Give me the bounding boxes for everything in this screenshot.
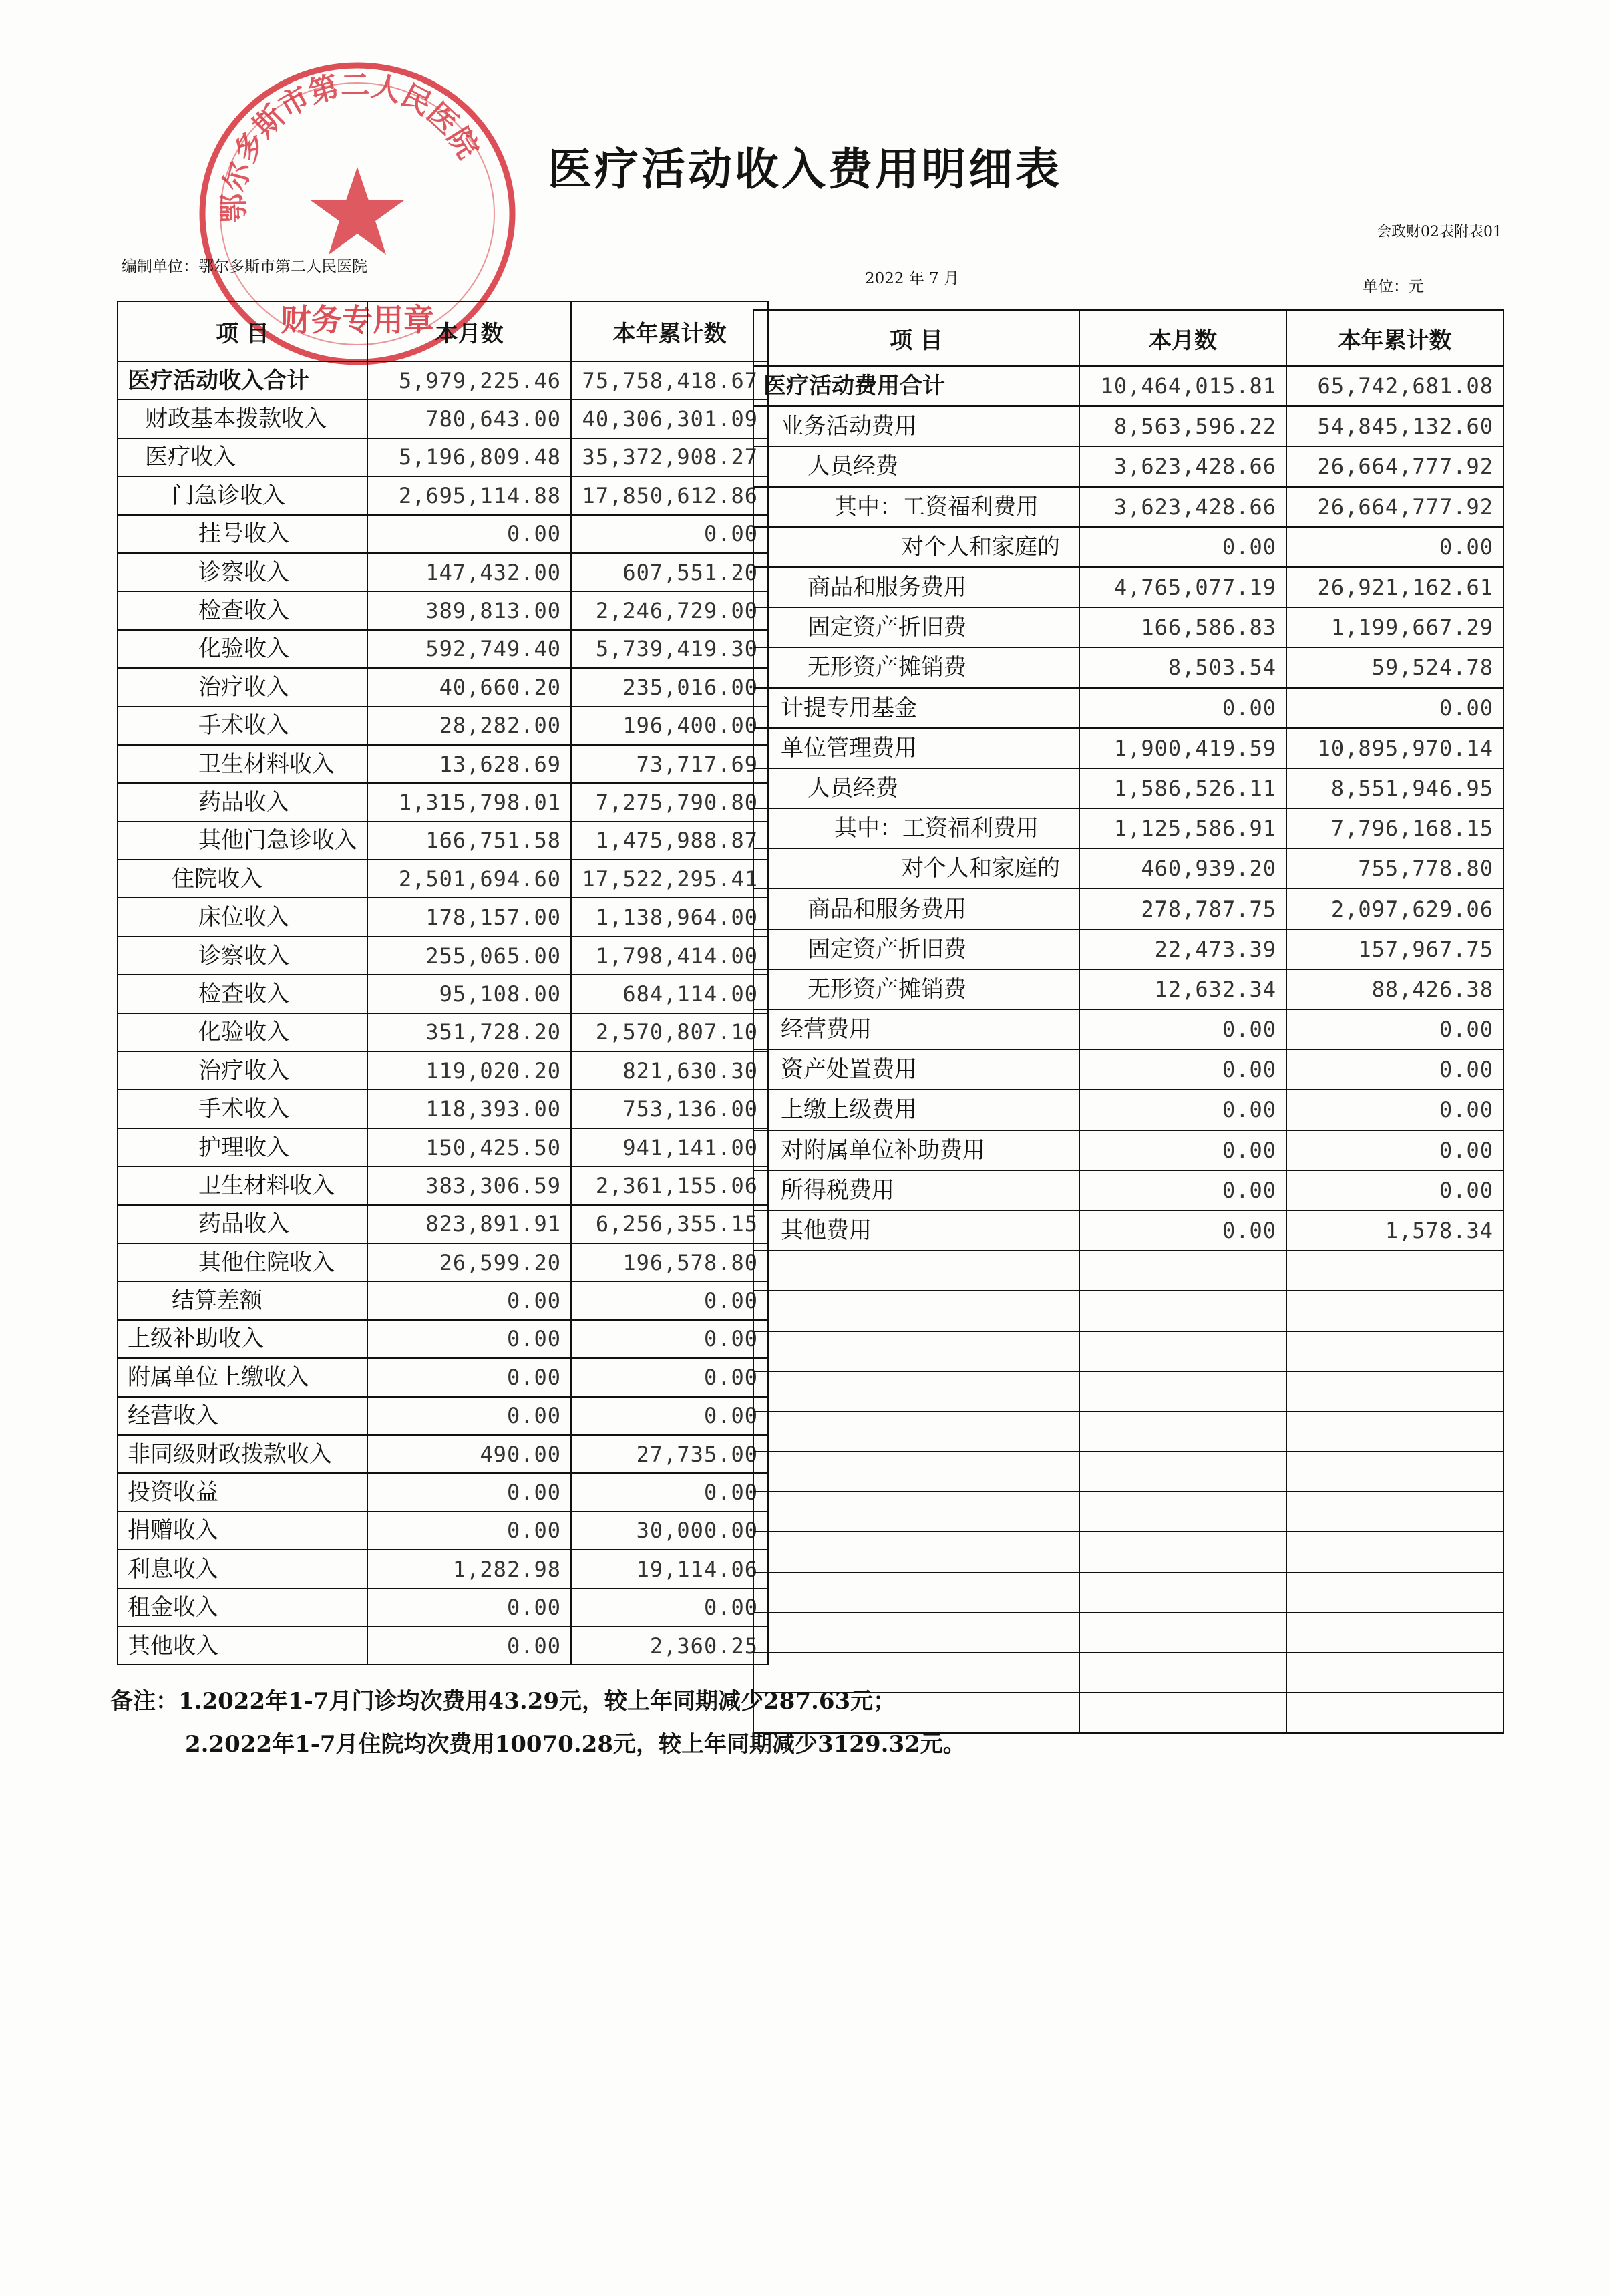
- expense-item-name: 对个人和家庭的: [753, 848, 1079, 888]
- expense-row: [753, 688, 1503, 728]
- expense-item-name: 无形资产摊销费: [753, 647, 1079, 687]
- income-month-value: 119,020.20: [367, 1051, 571, 1090]
- income-item-header: 项 目: [118, 301, 367, 361]
- income-month-value: 351,728.20: [367, 1013, 571, 1051]
- income-table: [117, 301, 769, 1665]
- income-ytd-value: 1,138,964.00: [571, 898, 768, 936]
- income-month-value: 1,315,798.01: [367, 783, 571, 821]
- income-row: [118, 1435, 768, 1473]
- expense-month-value: 3,623,428.66: [1079, 487, 1286, 527]
- income-month-value: 823,891.91: [367, 1205, 571, 1243]
- income-item-name: 投资收益: [118, 1473, 367, 1511]
- income-row: [118, 1090, 768, 1128]
- income-ytd-value: 35,372,908.27: [571, 438, 768, 476]
- expense-month-value: 0.00: [1079, 1009, 1286, 1049]
- income-month-value: 40,660.20: [367, 668, 571, 706]
- expense-row: [753, 1009, 1503, 1049]
- income-item-name: 非同级财政拨款收入: [118, 1435, 367, 1473]
- expense-item-name: 其中：工资福利费用: [753, 487, 1079, 527]
- expense-ytd-value: 1,578.34: [1286, 1210, 1503, 1251]
- expense-month-value: 278,787.75: [1079, 888, 1286, 929]
- expense-item-name: [753, 1331, 1079, 1371]
- income-item-name: 诊察收入: [118, 553, 367, 591]
- income-ytd-value: 75,758,418.67: [571, 361, 768, 399]
- seal-star-icon: [311, 167, 404, 255]
- expense-month-header: 本月数: [1079, 310, 1286, 366]
- note-line-2: 2.2022年1-7月住院均次费用10070.28元，较上年同期减少3129.32元。: [185, 1731, 966, 1758]
- expense-row: [753, 607, 1503, 647]
- income-month-value: 0.00: [367, 1320, 571, 1358]
- income-ytd-value: 0.00: [571, 515, 768, 553]
- income-ytd-value: 196,578.80: [571, 1243, 768, 1281]
- income-row: [118, 1589, 768, 1627]
- income-month-value: 5,196,809.48: [367, 438, 571, 476]
- income-item-name: 经营收入: [118, 1397, 367, 1435]
- expense-ytd-value: 1,199,667.29: [1286, 607, 1503, 647]
- expense-month-value: 10,464,015.81: [1079, 366, 1286, 406]
- expense-ytd-value: [1286, 1532, 1503, 1572]
- expense-ytd-value: 755,778.80: [1286, 848, 1503, 888]
- income-ytd-value: 0.00: [571, 1281, 768, 1319]
- expense-ytd-value: 0.00: [1286, 527, 1503, 567]
- expense-ytd-value: [1286, 1573, 1503, 1613]
- expense-item-name: 其他费用: [753, 1210, 1079, 1251]
- expense-month-value: 8,563,596.22: [1079, 406, 1286, 446]
- expense-row: [753, 1492, 1503, 1532]
- expense-ytd-value: 26,664,777.92: [1286, 446, 1503, 486]
- income-row: [118, 1512, 768, 1550]
- income-month-value: 0.00: [367, 1473, 571, 1511]
- income-ytd-value: 27,735.00: [571, 1435, 768, 1473]
- expense-month-value: [1079, 1492, 1286, 1532]
- expense-month-value: 0.00: [1079, 527, 1286, 567]
- expense-item-header: 项 目: [753, 310, 1079, 366]
- income-row: [118, 1281, 768, 1319]
- expense-row: [753, 848, 1503, 888]
- income-item-name: 药品收入: [118, 1205, 367, 1243]
- expense-row: [753, 446, 1503, 486]
- expense-item-name: 人员经费: [753, 768, 1079, 808]
- income-item-name: 附属单位上缴收入: [118, 1358, 367, 1396]
- income-row: [118, 630, 768, 668]
- income-ytd-value: 1,475,988.87: [571, 822, 768, 860]
- expense-ytd-value: [1286, 1492, 1503, 1532]
- income-month-value: 0.00: [367, 1281, 571, 1319]
- income-row: [118, 1397, 768, 1435]
- income-row: [118, 1128, 768, 1166]
- income-row: [118, 822, 768, 860]
- expense-month-value: [1079, 1613, 1286, 1653]
- expense-month-value: 1,125,586.91: [1079, 808, 1286, 848]
- income-row: [118, 668, 768, 706]
- expense-item-name: 固定资产折旧费: [753, 929, 1079, 969]
- income-item-name: 卫生材料收入: [118, 745, 367, 783]
- svg-text:财务专用章: 财务专用章: [281, 302, 434, 338]
- expense-row: [753, 1090, 1503, 1130]
- income-item-name: 上级补助收入: [118, 1320, 367, 1358]
- expense-month-value: 8,503.54: [1079, 647, 1286, 687]
- expense-month-value: [1079, 1331, 1286, 1371]
- note-line-1: 备注：1.2022年1-7月门诊均次费用43.29元，较上年同期减少287.63元；: [110, 1688, 896, 1715]
- income-row: [118, 399, 768, 438]
- income-row: [118, 591, 768, 629]
- notes: [110, 1688, 966, 1758]
- income-item-name: 门急诊收入: [118, 476, 367, 514]
- income-month-value: 13,628.69: [367, 745, 571, 783]
- income-item-name: 床位收入: [118, 898, 367, 936]
- expense-row: [753, 1452, 1503, 1492]
- expense-month-value: 166,586.83: [1079, 607, 1286, 647]
- income-item-name: 挂号收入: [118, 515, 367, 553]
- income-month-value: 0.00: [367, 1512, 571, 1550]
- expense-item-name: 对个人和家庭的: [753, 527, 1079, 567]
- income-item-name: 结算差额: [118, 1281, 367, 1319]
- expense-ytd-value: [1286, 1452, 1503, 1492]
- expense-item-name: 无形资产摊销费: [753, 969, 1079, 1009]
- income-row: [118, 1320, 768, 1358]
- expense-row: [753, 647, 1503, 687]
- expense-ytd-value: 59,524.78: [1286, 647, 1503, 687]
- org-name: 鄂尔多斯市第二人民医院: [198, 258, 367, 275]
- expense-row: [753, 888, 1503, 929]
- expense-ytd-value: 26,664,777.92: [1286, 487, 1503, 527]
- income-month-value: 592,749.40: [367, 630, 571, 668]
- income-row: [118, 783, 768, 821]
- income-item-name: 住院收入: [118, 860, 367, 898]
- expense-ytd-value: [1286, 1251, 1503, 1291]
- income-row: [118, 438, 768, 476]
- expense-ytd-value: 65,742,681.08: [1286, 366, 1503, 406]
- expense-month-value: 0.00: [1079, 1130, 1286, 1170]
- expense-ytd-header: 本年累计数: [1286, 310, 1503, 366]
- income-item-name: 诊察收入: [118, 937, 367, 975]
- expense-month-value: 0.00: [1079, 1090, 1286, 1130]
- income-month-value: 255,065.00: [367, 937, 571, 975]
- income-ytd-value: 0.00: [571, 1320, 768, 1358]
- income-ytd-header: 本年累计数: [571, 301, 768, 361]
- expense-row: [753, 1210, 1503, 1251]
- income-month-value: 2,501,694.60: [367, 860, 571, 898]
- income-ytd-value: 2,360.25: [571, 1627, 768, 1665]
- expense-ytd-value: [1286, 1371, 1503, 1412]
- expense-ytd-value: [1286, 1331, 1503, 1371]
- income-ytd-value: 684,114.00: [571, 975, 768, 1013]
- expense-ytd-value: 26,921,162.61: [1286, 567, 1503, 607]
- expense-ytd-value: 88,426.38: [1286, 969, 1503, 1009]
- income-ytd-value: 30,000.00: [571, 1512, 768, 1550]
- income-item-name: 医疗收入: [118, 438, 367, 476]
- expense-row: [753, 1613, 1503, 1653]
- income-month-value: 28,282.00: [367, 707, 571, 745]
- expense-month-value: 0.00: [1079, 1170, 1286, 1210]
- income-item-name: 其他收入: [118, 1627, 367, 1665]
- expense-month-value: 3,623,428.66: [1079, 446, 1286, 486]
- income-item-name: 手术收入: [118, 707, 367, 745]
- expense-item-name: [753, 1412, 1079, 1452]
- income-row: [118, 361, 768, 399]
- page-title: 医疗活动收入费用明细表: [548, 143, 1062, 195]
- income-ytd-value: 0.00: [571, 1397, 768, 1435]
- expense-row: [753, 487, 1503, 527]
- expense-row: [753, 1291, 1503, 1331]
- expense-item-name: 固定资产折旧费: [753, 607, 1079, 647]
- income-ytd-value: 5,739,419.30: [571, 630, 768, 668]
- expense-ytd-value: 0.00: [1286, 1049, 1503, 1090]
- expense-month-value: 0.00: [1079, 688, 1286, 728]
- expense-row: [753, 1532, 1503, 1572]
- expense-item-name: 人员经费: [753, 446, 1079, 486]
- expense-item-name: [753, 1371, 1079, 1412]
- expense-month-value: [1079, 1412, 1286, 1452]
- expense-ytd-value: 10,895,970.14: [1286, 728, 1503, 768]
- expense-row: [753, 1130, 1503, 1170]
- income-row: [118, 860, 768, 898]
- income-item-name: 医疗活动收入合计: [118, 361, 367, 399]
- expense-month-value: [1079, 1693, 1286, 1733]
- income-item-name: 护理收入: [118, 1128, 367, 1166]
- expense-item-name: 经营费用: [753, 1009, 1079, 1049]
- income-item-name: 检查收入: [118, 975, 367, 1013]
- income-month-value: 0.00: [367, 1627, 571, 1665]
- expense-item-name: 资产处置费用: [753, 1049, 1079, 1090]
- expense-item-name: 所得税费用: [753, 1170, 1079, 1210]
- income-row: [118, 707, 768, 745]
- expense-month-value: 1,586,526.11: [1079, 768, 1286, 808]
- expense-row: [753, 929, 1503, 969]
- income-month-value: 178,157.00: [367, 898, 571, 936]
- income-ytd-value: 2,570,807.10: [571, 1013, 768, 1051]
- expense-item-name: [753, 1532, 1079, 1572]
- expense-item-name: [753, 1492, 1079, 1532]
- income-ytd-value: 40,306,301.09: [571, 399, 768, 438]
- income-row: [118, 1166, 768, 1204]
- income-ytd-value: 0.00: [571, 1358, 768, 1396]
- expense-ytd-value: 0.00: [1286, 1090, 1503, 1130]
- income-month-value: 780,643.00: [367, 399, 571, 438]
- expense-ytd-value: 2,097,629.06: [1286, 888, 1503, 929]
- expense-item-name: [753, 1251, 1079, 1291]
- expense-item-name: 上缴上级费用: [753, 1090, 1079, 1130]
- income-ytd-value: 2,246,729.00: [571, 591, 768, 629]
- income-month-value: 389,813.00: [367, 591, 571, 629]
- expense-month-value: [1079, 1653, 1286, 1693]
- income-month-value: 490.00: [367, 1435, 571, 1473]
- expense-month-value: 0.00: [1079, 1210, 1286, 1251]
- income-month-value: 147,432.00: [367, 553, 571, 591]
- income-ytd-value: 7,275,790.80: [571, 783, 768, 821]
- income-item-name: 检查收入: [118, 591, 367, 629]
- income-ytd-value: 607,551.20: [571, 553, 768, 591]
- income-ytd-value: 0.00: [571, 1589, 768, 1627]
- expense-item-name: 对附属单位补助费用: [753, 1130, 1079, 1170]
- unit-label: 单位：元: [1363, 278, 1424, 295]
- expense-row: [753, 1653, 1503, 1693]
- income-row: [118, 1627, 768, 1665]
- expense-month-value: [1079, 1371, 1286, 1412]
- org-line: [122, 254, 367, 276]
- expense-ytd-value: 0.00: [1286, 1170, 1503, 1210]
- income-ytd-value: 17,522,295.41: [571, 860, 768, 898]
- income-ytd-value: 6,256,355.15: [571, 1205, 768, 1243]
- income-ytd-value: 821,630.30: [571, 1051, 768, 1090]
- income-month-value: 5,979,225.46: [367, 361, 571, 399]
- income-row: [118, 937, 768, 975]
- income-ytd-value: 17,850,612.86: [571, 476, 768, 514]
- expense-month-value: 4,765,077.19: [1079, 567, 1286, 607]
- income-ytd-value: 235,016.00: [571, 668, 768, 706]
- form-code: 会政财02表附表01: [1377, 224, 1502, 240]
- expense-item-name: 商品和服务费用: [753, 888, 1079, 929]
- expense-item-name: [753, 1653, 1079, 1693]
- income-item-name: 治疗收入: [118, 668, 367, 706]
- expense-row: [753, 1412, 1503, 1452]
- income-item-name: 捐赠收入: [118, 1512, 367, 1550]
- expense-item-name: 计提专用基金: [753, 688, 1079, 728]
- income-row: [118, 1205, 768, 1243]
- income-item-name: 财政基本拨款收入: [118, 399, 367, 438]
- income-item-name: 药品收入: [118, 783, 367, 821]
- income-month-value: 118,393.00: [367, 1090, 571, 1128]
- expense-item-name: 其中：工资福利费用: [753, 808, 1079, 848]
- expense-item-name: 业务活动费用: [753, 406, 1079, 446]
- expense-row: [753, 808, 1503, 848]
- expense-ytd-value: 157,967.75: [1286, 929, 1503, 969]
- org-label: 编制单位：: [122, 258, 198, 275]
- expense-month-value: 0.00: [1079, 1049, 1286, 1090]
- expense-month-value: 22,473.39: [1079, 929, 1286, 969]
- income-month-value: 166,751.58: [367, 822, 571, 860]
- income-row: [118, 1550, 768, 1588]
- income-ytd-value: 753,136.00: [571, 1090, 768, 1128]
- expense-ytd-value: [1286, 1613, 1503, 1653]
- expense-month-value: 12,632.34: [1079, 969, 1286, 1009]
- expense-ytd-value: 0.00: [1286, 688, 1503, 728]
- income-row: [118, 1473, 768, 1511]
- income-row: [118, 1358, 768, 1396]
- income-month-value: 2,695,114.88: [367, 476, 571, 514]
- income-month-value: 26,599.20: [367, 1243, 571, 1281]
- expense-item-name: 医疗活动费用合计: [753, 366, 1079, 406]
- expense-item-name: [753, 1452, 1079, 1492]
- report-period: 2022 年 7 月: [865, 270, 960, 287]
- income-row: [118, 975, 768, 1013]
- income-ytd-value: 196,400.00: [571, 707, 768, 745]
- expense-ytd-value: [1286, 1653, 1503, 1693]
- income-row: [118, 1243, 768, 1281]
- income-item-name: 化验收入: [118, 1013, 367, 1051]
- expense-row: [753, 527, 1503, 567]
- expense-row: [753, 1573, 1503, 1613]
- income-month-value: 0.00: [367, 1358, 571, 1396]
- income-ytd-value: 2,361,155.06: [571, 1166, 768, 1204]
- income-row: [118, 1051, 768, 1090]
- expense-ytd-value: 8,551,946.95: [1286, 768, 1503, 808]
- expense-ytd-value: [1286, 1291, 1503, 1331]
- expense-month-value: [1079, 1291, 1286, 1331]
- expense-item-name: 商品和服务费用: [753, 567, 1079, 607]
- income-ytd-value: 1,798,414.00: [571, 937, 768, 975]
- expense-item-name: [753, 1573, 1079, 1613]
- income-ytd-value: 73,717.69: [571, 745, 768, 783]
- income-item-name: 租金收入: [118, 1589, 367, 1627]
- income-month-value: 1,282.98: [367, 1550, 571, 1588]
- expense-item-name: 单位管理费用: [753, 728, 1079, 768]
- income-row: [118, 745, 768, 783]
- expense-month-value: [1079, 1573, 1286, 1613]
- expense-month-value: [1079, 1452, 1286, 1492]
- income-item-name: 其他住院收入: [118, 1243, 367, 1281]
- expense-ytd-value: 0.00: [1286, 1009, 1503, 1049]
- income-item-name: 治疗收入: [118, 1051, 367, 1090]
- expense-row: [753, 1371, 1503, 1412]
- income-month-value: 95,108.00: [367, 975, 571, 1013]
- income-month-value: 383,306.59: [367, 1166, 571, 1204]
- expense-ytd-value: [1286, 1693, 1503, 1733]
- expense-row: [753, 406, 1503, 446]
- expense-row: [753, 1251, 1503, 1291]
- expense-row: [753, 1170, 1503, 1210]
- income-ytd-value: 941,141.00: [571, 1128, 768, 1166]
- income-month-value: 0.00: [367, 1397, 571, 1435]
- expense-ytd-value: 0.00: [1286, 1130, 1503, 1170]
- expense-ytd-value: 7,796,168.15: [1286, 808, 1503, 848]
- expense-month-value: [1079, 1532, 1286, 1572]
- expense-row: [753, 567, 1503, 607]
- expense-row: [753, 728, 1503, 768]
- expense-table: [753, 309, 1504, 1734]
- income-row: [118, 898, 768, 936]
- expense-month-value: 460,939.20: [1079, 848, 1286, 888]
- expense-row: [753, 768, 1503, 808]
- expense-ytd-value: 54,845,132.60: [1286, 406, 1503, 446]
- expense-ytd-value: [1286, 1412, 1503, 1452]
- expense-row: [753, 1331, 1503, 1371]
- expense-item-name: [753, 1613, 1079, 1653]
- expense-month-value: 1,900,419.59: [1079, 728, 1286, 768]
- income-row: [118, 476, 768, 514]
- income-row: [118, 553, 768, 591]
- income-row: [118, 1013, 768, 1051]
- income-month-value: 0.00: [367, 515, 571, 553]
- income-item-name: 其他门急诊收入: [118, 822, 367, 860]
- income-month-value: 0.00: [367, 1589, 571, 1627]
- income-item-name: 卫生材料收入: [118, 1166, 367, 1204]
- income-month-header: 本月数: [367, 301, 571, 361]
- svg-text:鄂尔多斯市第二人民医院: 鄂尔多斯市第二人民医院: [216, 68, 486, 224]
- income-item-name: 手术收入: [118, 1090, 367, 1128]
- income-row: [118, 515, 768, 553]
- expense-item-name: [753, 1291, 1079, 1331]
- expense-row: [753, 1049, 1503, 1090]
- expense-row: [753, 366, 1503, 406]
- expense-month-value: [1079, 1251, 1286, 1291]
- income-ytd-value: 0.00: [571, 1473, 768, 1511]
- income-month-value: 150,425.50: [367, 1128, 571, 1166]
- income-item-name: 化验收入: [118, 630, 367, 668]
- expense-row: [753, 969, 1503, 1009]
- income-ytd-value: 19,114.06: [571, 1550, 768, 1588]
- income-item-name: 利息收入: [118, 1550, 367, 1588]
